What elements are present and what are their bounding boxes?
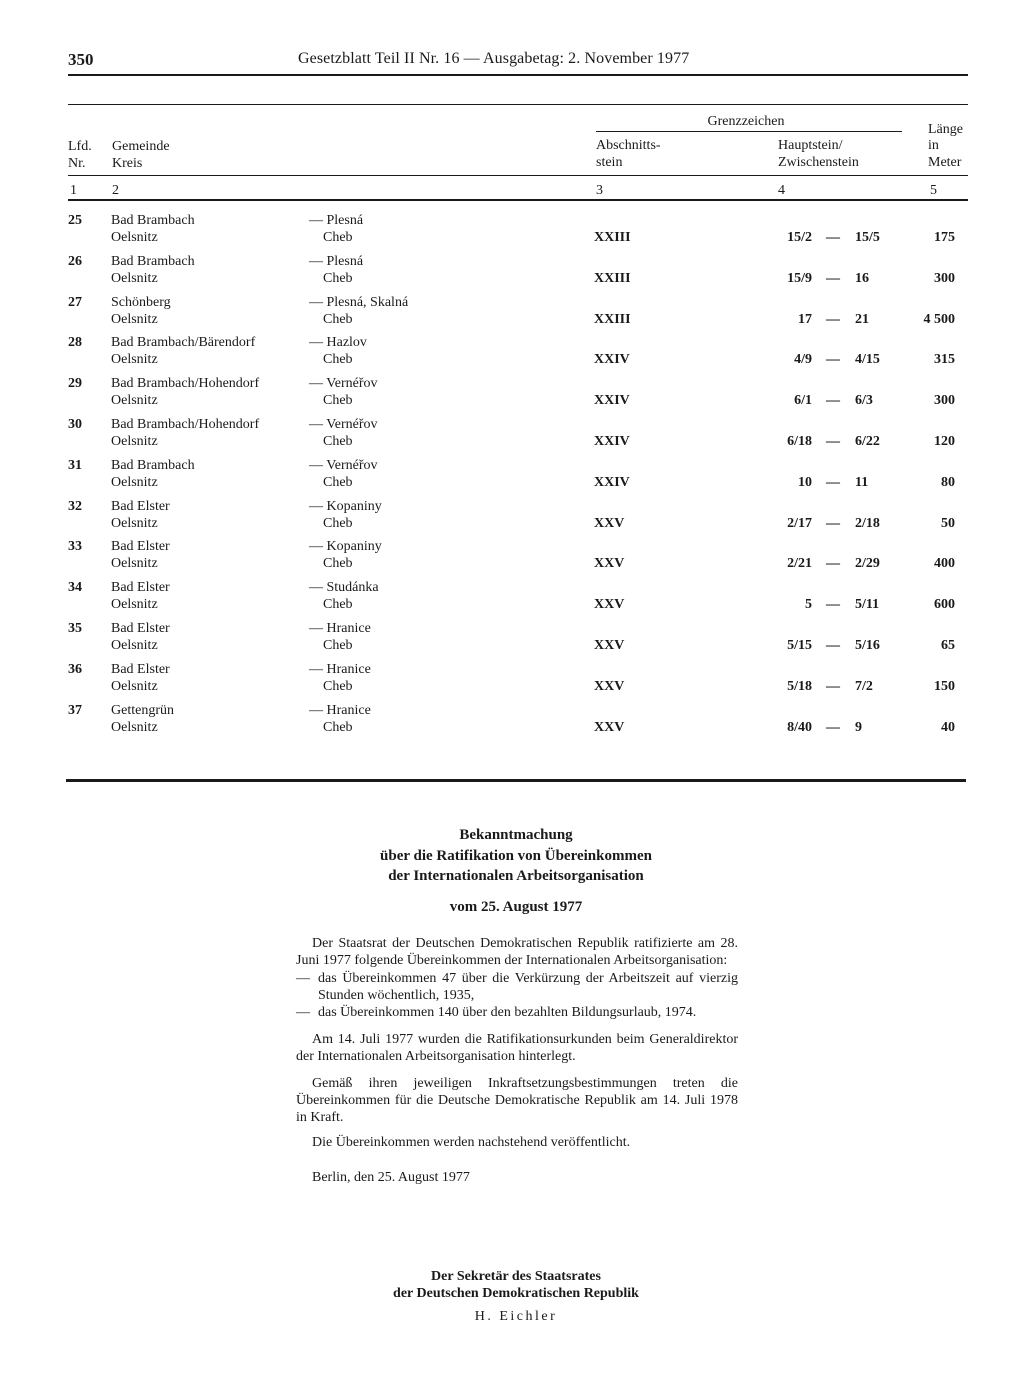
row-range-dash: —	[826, 474, 840, 490]
page-number: 350	[68, 50, 94, 69]
row-cz-kreis: Cheb	[323, 638, 353, 653]
row-gemeinde: Bad Brambach	[111, 253, 195, 269]
row-laenge: 300	[934, 270, 955, 286]
row-hauptstein-to: 9	[855, 719, 862, 735]
row-cz-gemeinde: — Hranice	[309, 621, 371, 636]
row-range-dash: —	[826, 719, 840, 735]
col-number-2: 2	[112, 183, 119, 198]
row-range-dash: —	[826, 434, 840, 449]
notice-paragraph-4: Die Übereinkommen werden nachstehend veröffentlicht.	[312, 1135, 631, 1150]
list-item	[296, 1004, 738, 1021]
row-range-dash: —	[826, 230, 840, 245]
row-cz-kreis: Cheb	[323, 678, 353, 694]
grenzzeichen-header: Grenzzeichen	[707, 114, 785, 129]
row-abschnittsstein: XXV	[594, 638, 625, 653]
row-cz-gemeinde: — Vernéřov	[309, 457, 378, 473]
row-gemeinde: Bad Brambach/Hohendorf	[111, 376, 260, 392]
row-number: 26	[68, 253, 82, 269]
row-number: 35	[68, 621, 82, 636]
row-cz-kreis: Cheb	[323, 230, 353, 245]
row-number: 28	[68, 335, 82, 351]
row-laenge: 65	[941, 638, 955, 653]
row-cz-kreis: Cheb	[323, 719, 353, 735]
row-kreis: Oelsnitz	[111, 678, 158, 694]
row-hauptstein-from: 15/2	[787, 230, 812, 245]
row-number: 27	[68, 294, 82, 310]
row-gemeinde: Schönberg	[111, 294, 171, 310]
row-number: 37	[68, 702, 82, 718]
row-hauptstein-from: 6/1	[794, 393, 812, 409]
row-gemeinde: Bad Elster	[111, 621, 170, 636]
row-cz-gemeinde: — Hranice	[309, 702, 371, 718]
notice-title	[200, 825, 832, 887]
row-kreis: Oelsnitz	[111, 352, 158, 368]
row-abschnittsstein: XXV	[594, 556, 625, 572]
row-abschnittsstein: XXIV	[594, 393, 630, 409]
row-hauptstein-to: 6/22	[855, 434, 880, 449]
lfd-header: Lfd.	[68, 139, 92, 154]
row-cz-gemeinde: — Plesná	[309, 253, 364, 269]
abschnitt-header-line1: Abschnitts-	[596, 138, 661, 153]
header-title: Gesetzblatt Teil II Nr. 16 — Ausgabetag: 2. November 1977	[298, 50, 690, 67]
notice-title-line1: Bekanntmachung	[459, 827, 573, 843]
row-number: 25	[68, 213, 82, 228]
row-number: 30	[68, 417, 82, 432]
row-laenge: 175	[934, 230, 955, 245]
row-range-dash: —	[826, 678, 840, 694]
row-gemeinde: Bad Brambach	[111, 213, 195, 228]
row-laenge: 40	[941, 719, 955, 735]
row-kreis: Oelsnitz	[111, 474, 158, 490]
row-kreis: Oelsnitz	[111, 393, 158, 409]
laenge-header-line3: Meter	[928, 155, 962, 170]
row-number: 31	[68, 457, 82, 473]
row-laenge: 600	[934, 597, 955, 613]
row-abschnittsstein: XXIV	[594, 474, 630, 490]
row-cz-kreis: Cheb	[323, 270, 353, 286]
row-kreis: Oelsnitz	[111, 638, 158, 653]
row-kreis: Oelsnitz	[111, 597, 158, 613]
row-hauptstein-from: 6/18	[787, 434, 812, 449]
notice-paragraph-1: Der Staatsrat der Deutschen Demokratischen Republik ratifizierte am 28. Juni 1977 folgende Übereinkommen der Internationalen Arbeitsorganisation:	[296, 936, 738, 968]
row-kreis: Oelsnitz	[111, 270, 158, 286]
row-laenge: 400	[934, 556, 955, 572]
row-cz-kreis: Cheb	[323, 352, 353, 368]
row-hauptstein-to: 6/3	[855, 393, 873, 409]
col-number-5: 5	[930, 183, 937, 198]
signatory-line2: der Deutschen Demokratischen Republik	[393, 1286, 639, 1301]
notice-title-line2: über die Ratifikation von Übereinkommen	[380, 847, 652, 864]
row-kreis: Oelsnitz	[111, 719, 158, 735]
row-range-dash: —	[826, 311, 840, 327]
row-laenge: 300	[934, 393, 955, 409]
row-laenge: 120	[934, 434, 955, 449]
row-abschnittsstein: XXIII	[594, 270, 631, 286]
header-rule	[68, 74, 968, 76]
signature-name: H. Eichler	[474, 1309, 558, 1324]
row-laenge: 315	[934, 352, 955, 368]
row-hauptstein-from: 17	[798, 311, 812, 327]
row-hauptstein-from: 2/17	[787, 515, 812, 531]
kreis-header: Kreis	[112, 156, 143, 171]
row-range-dash: —	[826, 556, 840, 572]
row-hauptstein-to: 11	[855, 474, 869, 490]
row-hauptstein-from: 2/21	[787, 556, 812, 572]
row-gemeinde: Bad Brambach	[111, 457, 195, 473]
row-cz-kreis: Cheb	[323, 556, 353, 572]
grenzzeichen-rule	[596, 131, 902, 132]
row-hauptstein-to: 21	[855, 311, 869, 327]
row-cz-kreis: Cheb	[323, 474, 353, 490]
row-gemeinde: Gettengrün	[111, 702, 174, 718]
row-gemeinde: Bad Brambach/Bärendorf	[111, 335, 256, 351]
notice-paragraph-2: Am 14. Juli 1977 wurden die Ratifikationsurkunden beim Generaldirektor der Internationalen Arbeitsorganisation hinterlegt.	[296, 1032, 738, 1064]
notice-paragraph-3: Gemäß ihren jeweiligen Inkraftsetzungsbestimmungen treten die Übereinkommen für die Deutsche Demokratische Republik am 14. Juli 1978 in Kraft.	[296, 1076, 738, 1125]
row-laenge: 150	[934, 678, 955, 694]
gemeinde-header: Gemeinde	[112, 139, 170, 154]
row-hauptstein-from: 8/40	[787, 719, 812, 735]
row-hauptstein-to: 2/18	[855, 515, 880, 531]
row-cz-gemeinde: — Hazlov	[309, 335, 367, 351]
row-cz-gemeinde: — Studánka	[309, 580, 379, 596]
row-range-dash: —	[826, 393, 840, 409]
col-number-1: 1	[70, 183, 77, 198]
header-bottom-rule	[68, 175, 968, 176]
table-top-rule	[68, 104, 968, 105]
row-cz-gemeinde: — Kopaniny	[309, 498, 382, 514]
row-hauptstein-to: 5/11	[855, 597, 880, 613]
row-cz-kreis: Cheb	[323, 393, 353, 409]
table-bottom-rule	[66, 779, 966, 782]
row-number: 33	[68, 539, 82, 555]
notice-date: vom 25. August 1977	[449, 899, 583, 915]
row-cz-kreis: Cheb	[323, 434, 353, 449]
col-number-rule	[68, 199, 968, 201]
row-range-dash: —	[826, 638, 840, 653]
row-hauptstein-to: 4/15	[855, 352, 880, 368]
row-cz-kreis: Cheb	[323, 311, 353, 327]
row-kreis: Oelsnitz	[111, 311, 158, 327]
row-cz-gemeinde: — Kopaniny	[309, 539, 382, 555]
row-abschnittsstein: XXIII	[594, 230, 631, 245]
row-gemeinde: Bad Brambach/Hohendorf	[111, 417, 260, 432]
row-hauptstein-from: 5/15	[787, 638, 812, 653]
laenge-header-line2: in	[928, 138, 939, 153]
row-laenge: 50	[941, 515, 955, 531]
list-dash: —	[296, 971, 310, 986]
row-cz-kreis: Cheb	[323, 597, 353, 613]
nr-header: Nr.	[68, 156, 86, 171]
row-cz-gemeinde: — Vernéřov	[309, 417, 378, 432]
row-range-dash: —	[826, 270, 840, 286]
list-item-text-1: das Übereinkommen 47 über die Verkürzung der Arbeitszeit auf vierzig Stunden wöchentlich, 1935,	[318, 971, 738, 1003]
hauptstein-header-line2: Zwischenstein	[778, 155, 859, 170]
row-abschnittsstein: XXV	[594, 678, 625, 694]
row-abschnittsstein: XXIV	[594, 352, 630, 368]
abschnitt-header-line2: stein	[596, 155, 623, 170]
row-cz-gemeinde: — Plesná, Skalná	[309, 294, 409, 310]
list-item-text-2: das Übereinkommen 140 über den bezahlten Bildungsurlaub, 1974.	[318, 1005, 697, 1020]
row-laenge: 80	[941, 474, 955, 490]
row-gemeinde: Bad Elster	[111, 498, 170, 514]
row-kreis: Oelsnitz	[111, 556, 158, 572]
row-abschnittsstein: XXV	[594, 719, 625, 735]
row-hauptstein-to: 5/16	[855, 638, 880, 653]
row-range-dash: —	[826, 597, 840, 613]
row-kreis: Oelsnitz	[111, 230, 158, 245]
row-abschnittsstein: XXIII	[594, 311, 631, 327]
notice-title-line3: der Internationalen Arbeitsorganisation	[388, 868, 644, 884]
row-hauptstein-to: 16	[855, 270, 869, 286]
row-hauptstein-from: 10	[798, 474, 812, 490]
row-hauptstein-to: 7/2	[855, 678, 873, 694]
row-hauptstein-from: 5	[805, 597, 812, 613]
row-cz-gemeinde: — Plesná	[309, 213, 364, 228]
row-hauptstein-from: 5/18	[787, 678, 812, 694]
row-kreis: Oelsnitz	[111, 515, 158, 531]
notice-place-date: Berlin, den 25. August 1977	[312, 1170, 470, 1185]
signatory-block	[200, 1268, 832, 1302]
list-item	[296, 970, 738, 1004]
list-dash: —	[296, 1005, 310, 1020]
hauptstein-header-line1: Hauptstein/	[778, 138, 843, 153]
row-gemeinde: Bad Elster	[111, 661, 170, 677]
row-hauptstein-to: 2/29	[855, 556, 880, 572]
row-hauptstein-from: 4/9	[794, 352, 812, 368]
row-gemeinde: Bad Elster	[111, 580, 170, 596]
col-number-3: 3	[596, 183, 603, 198]
row-gemeinde: Bad Elster	[111, 539, 170, 555]
row-range-dash: —	[826, 352, 840, 368]
row-laenge: 4 500	[923, 311, 955, 327]
row-abschnittsstein: XXV	[594, 515, 625, 531]
row-range-dash: —	[826, 515, 840, 531]
row-hauptstein-to: 15/5	[855, 230, 880, 245]
row-number: 36	[68, 661, 82, 677]
row-cz-kreis: Cheb	[323, 515, 353, 531]
col-number-4: 4	[778, 183, 785, 198]
row-kreis: Oelsnitz	[111, 434, 158, 449]
row-abschnittsstein: XXV	[594, 597, 625, 613]
notice-body	[296, 935, 738, 1186]
row-abschnittsstein: XXIV	[594, 434, 630, 449]
row-number: 29	[68, 376, 82, 392]
row-hauptstein-from: 15/9	[787, 270, 812, 286]
row-number: 32	[68, 498, 82, 514]
row-number: 34	[68, 580, 82, 596]
row-cz-gemeinde: — Hranice	[309, 661, 371, 677]
laenge-header-line1: Länge	[928, 122, 963, 137]
row-cz-gemeinde: — Vernéřov	[309, 376, 378, 392]
signatory-line1: Der Sekretär des Staatsrates	[431, 1269, 601, 1284]
